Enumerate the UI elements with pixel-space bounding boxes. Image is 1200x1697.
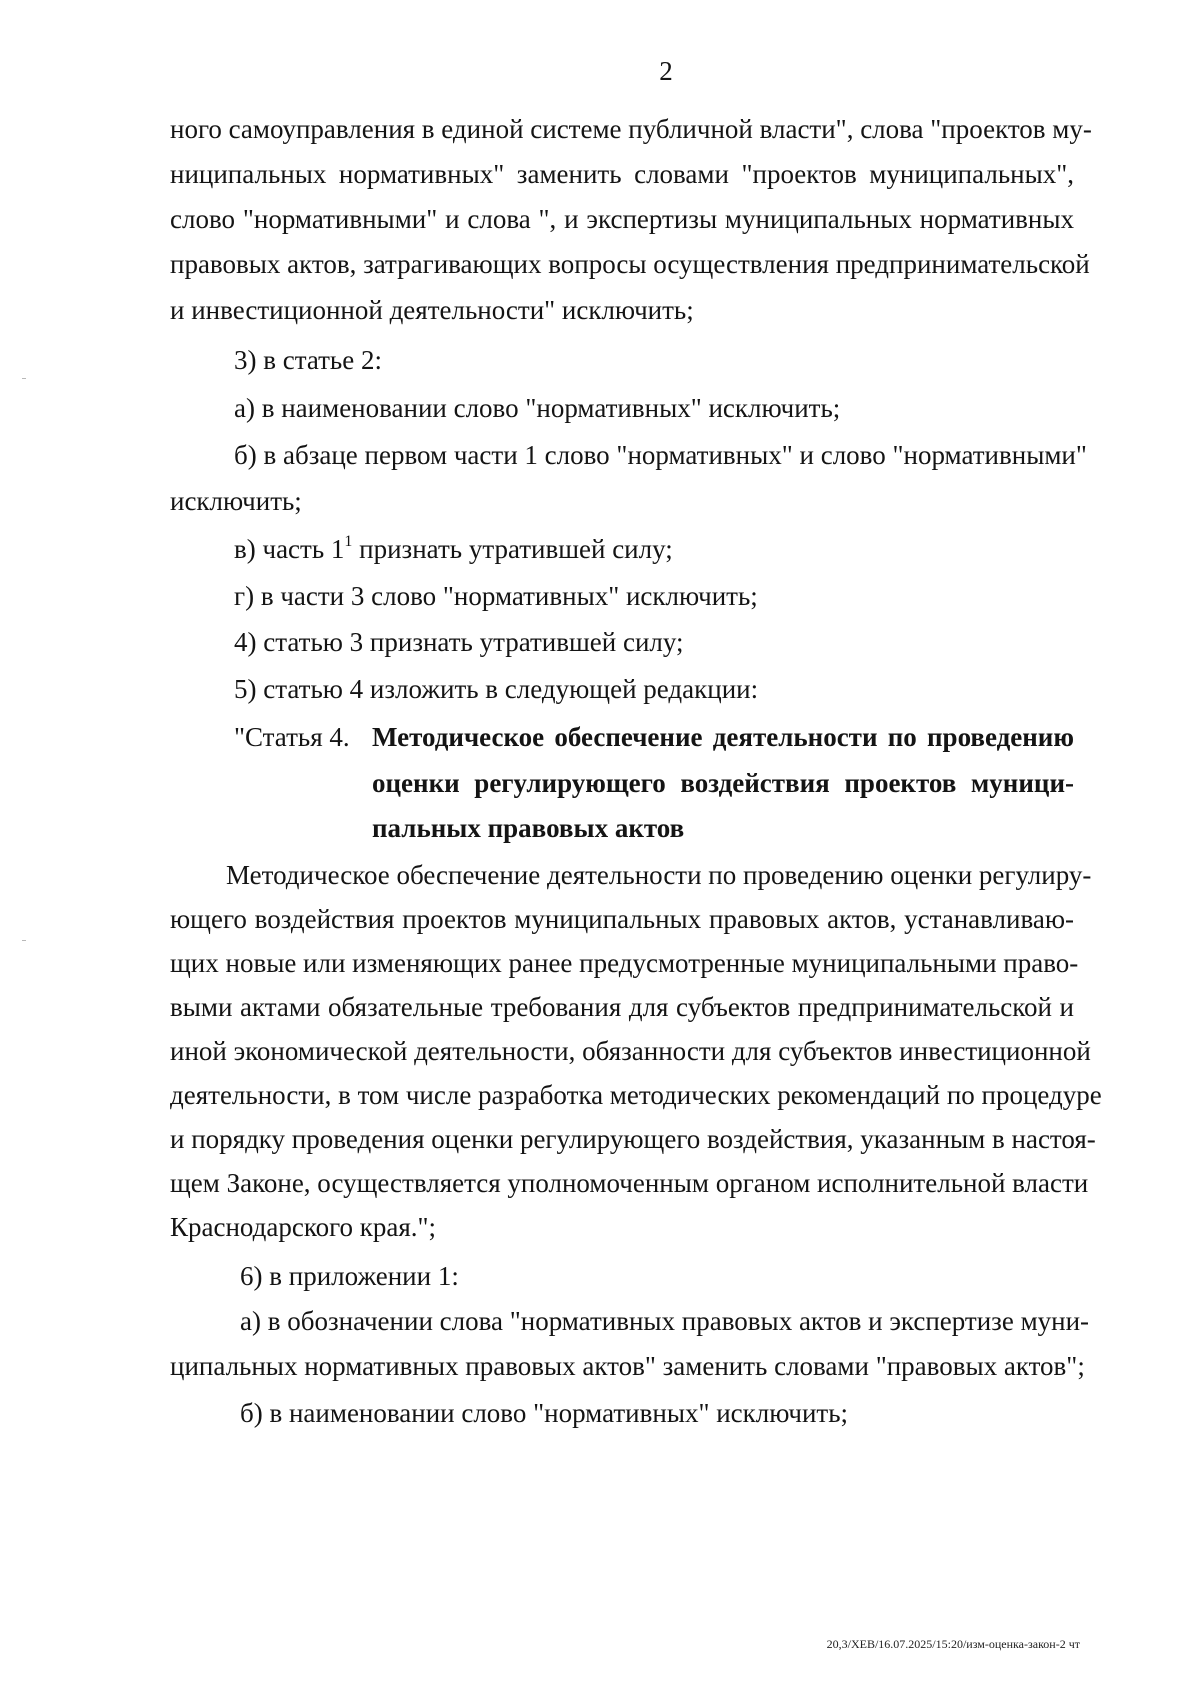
article-body-line: и порядку проведения оценки регулирующего воздействия, указанным в настоя-	[170, 1124, 1096, 1154]
paragraph-line: ного самоуправления в единой системе публичной власти", слова "проектов му-	[170, 114, 1092, 144]
article-body-line: иной экономической деятельности, обязанности для субъектов инвестиционной	[170, 1036, 1091, 1066]
list-item: б) в наименовании слово "нормативных" исключить;	[240, 1398, 849, 1428]
list-item: а) в обозначении слова "нормативных правовых актов и экспертизе муни-	[240, 1306, 1090, 1336]
paragraph-line: слово "нормативными" и слова ", и экспертизы муниципальных нормативных	[170, 204, 1074, 234]
scan-artifact	[22, 940, 26, 941]
article-title-line: пальных правовых актов	[372, 813, 685, 843]
list-item: 3) в статье 2:	[234, 345, 382, 375]
document-footer-code: 20,3/ХЕВ/16.07.2025/15:20/изм-оценка-закон-2 чт	[826, 1637, 1080, 1651]
article-body-line: Методическое обеспечение деятельности по проведению оценки регулиру-	[226, 860, 1092, 890]
list-item: 6) в приложении 1:	[240, 1261, 459, 1291]
paragraph-line: правовых актов, затрагивающих вопросы осуществления предпринимательской	[170, 249, 1090, 279]
article-body-line: ющего воздействия проектов муниципальных правовых актов, устанавливаю-	[170, 904, 1074, 934]
superscript: 1	[344, 533, 353, 550]
list-item	[234, 532, 673, 566]
article-title-line: оценки регулирующего воздействия проектов муници-	[372, 768, 1074, 798]
article-title-line: Методическое обеспечение деятельности по проведению	[372, 722, 1074, 752]
list-item-continuation: исключить;	[170, 486, 302, 516]
list-item: б) в абзаце первом части 1 слово "нормативных" и слово "нормативными"	[234, 440, 1087, 470]
page-number: 2	[659, 56, 673, 86]
paragraph-line: ниципальных нормативных" заменить словами "проектов муниципальных",	[170, 159, 1074, 189]
list-item: г) в части 3 слово "нормативных" исключить;	[234, 581, 758, 611]
list-item: 4) статью 3 признать утратившей силу;	[234, 627, 684, 657]
list-item: 5) статью 4 изложить в следующей редакции:	[234, 674, 759, 704]
article-body-line: щем Законе, осуществляется уполномоченным органом исполнительной власти	[170, 1168, 1089, 1198]
paragraph-line: и инвестиционной деятельности" исключить;	[170, 295, 694, 325]
article-body-line: щих новые или изменяющих ранее предусмотренные муниципальными право-	[170, 948, 1079, 978]
article-body-line: Краснодарского края.";	[170, 1212, 437, 1242]
list-item: а) в наименовании слово "нормативных" исключить;	[234, 393, 841, 423]
list-item-text: признать утратившей силу;	[352, 534, 673, 564]
article-body-line: выми актами обязательные требования для субъектов предпринимательской и	[170, 992, 1074, 1022]
list-item-text: в) часть 1	[234, 534, 345, 564]
scan-artifact	[22, 378, 26, 379]
article-body-line: деятельности, в том числе разработка методических рекомендаций по процедуре	[170, 1080, 1102, 1110]
list-item-continuation: ципальных нормативных правовых актов" заменить словами "правовых актов";	[170, 1351, 1085, 1381]
article-label: "Статья 4.	[234, 722, 350, 752]
